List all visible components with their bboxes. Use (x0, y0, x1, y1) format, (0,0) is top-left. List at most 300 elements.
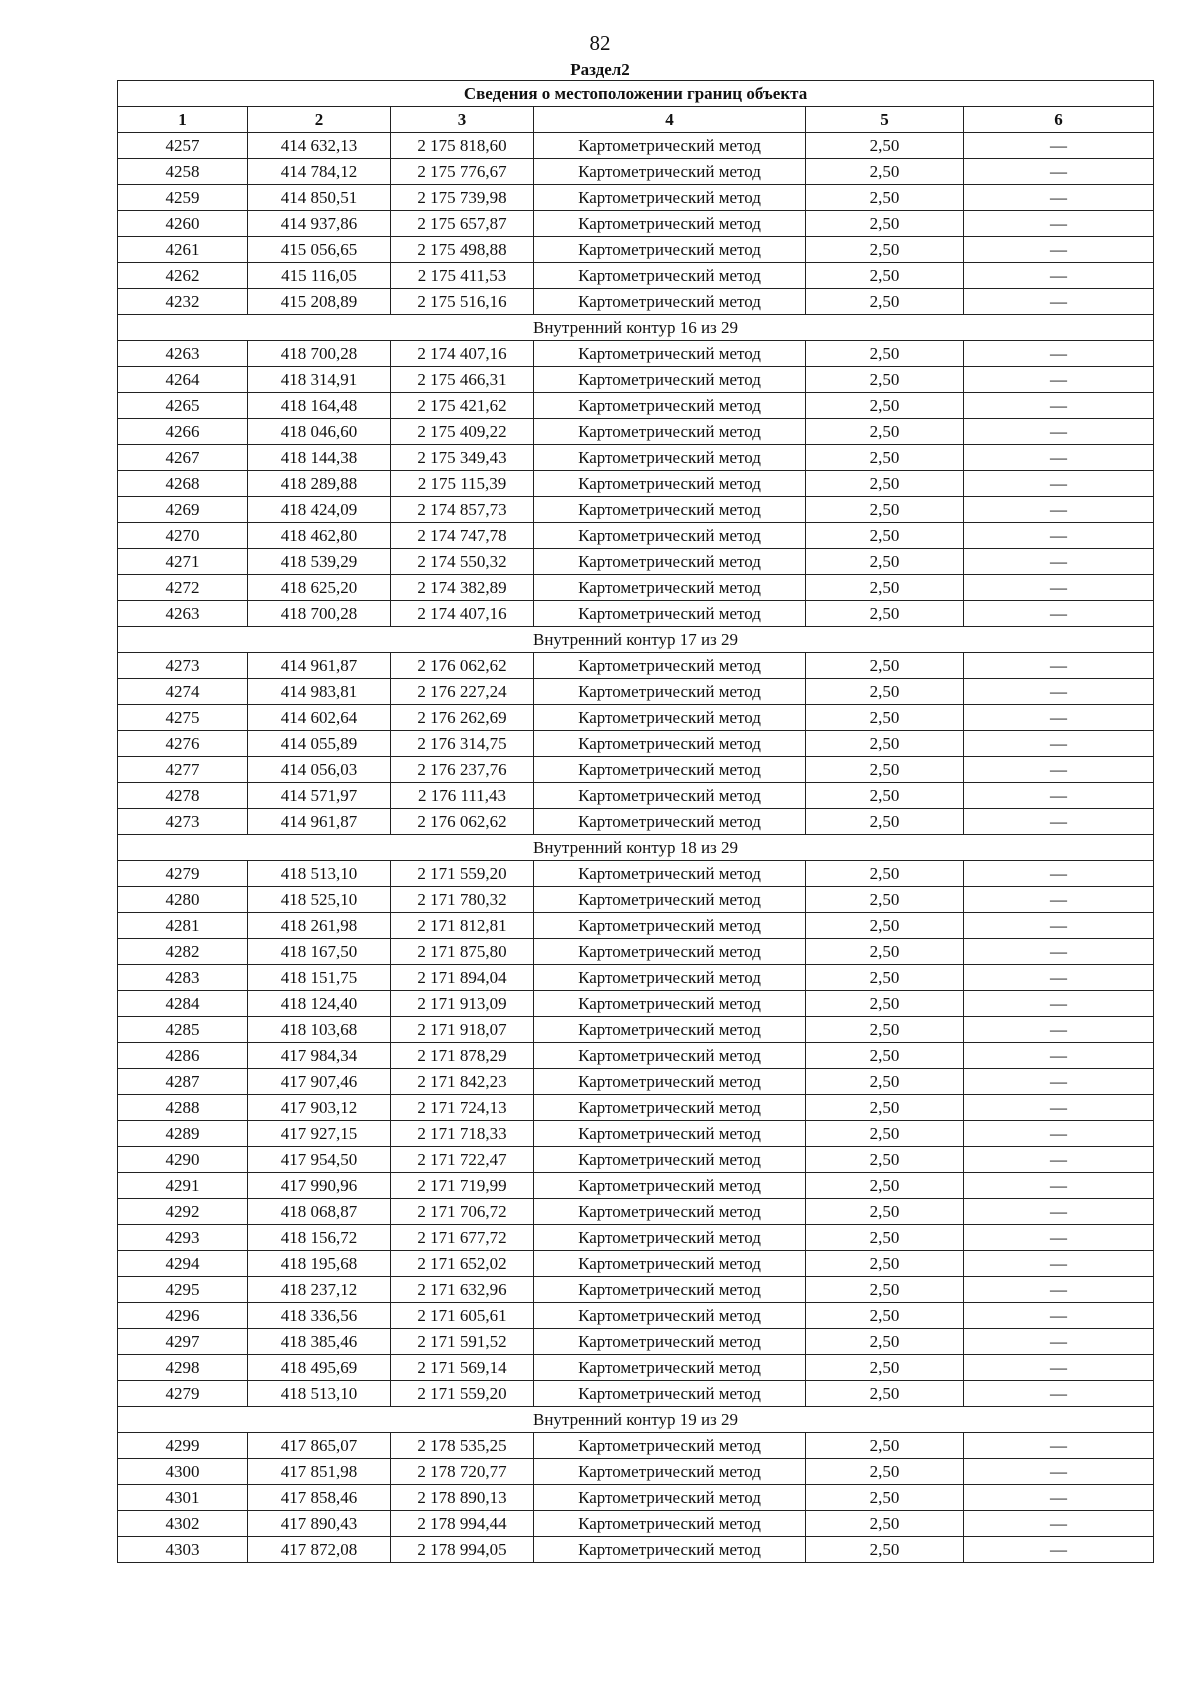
table-cell: Картометрический метод (534, 809, 806, 835)
column-header: 2 (248, 107, 391, 133)
table-cell: 418 144,38 (248, 445, 391, 471)
table-cell: Картометрический метод (534, 497, 806, 523)
table-cell: 2,50 (806, 445, 964, 471)
table-row (118, 1511, 1154, 1537)
table-cell: 418 513,10 (248, 861, 391, 887)
table-cell: 2 171 780,32 (391, 887, 534, 913)
table-cell: 4273 (118, 653, 248, 679)
table-cell: — (964, 705, 1154, 731)
table-cell: — (964, 1043, 1154, 1069)
table-cell: 4298 (118, 1355, 248, 1381)
table-cell: 2 171 722,47 (391, 1147, 534, 1173)
table-cell: — (964, 211, 1154, 237)
table-cell: Картометрический метод (534, 419, 806, 445)
table-cell: 2,50 (806, 289, 964, 315)
table-row (118, 1017, 1154, 1043)
table-row (118, 1095, 1154, 1121)
table-cell: Картометрический метод (534, 1329, 806, 1355)
table-cell: 4289 (118, 1121, 248, 1147)
table-body (118, 133, 1154, 1563)
table-cell: 2,50 (806, 1121, 964, 1147)
table-cell: 2 175 516,16 (391, 289, 534, 315)
table-cell: 2,50 (806, 783, 964, 809)
table-cell: 4273 (118, 809, 248, 835)
table-cell: — (964, 237, 1154, 263)
table-cell: 2 175 466,31 (391, 367, 534, 393)
table-cell: 418 195,68 (248, 1251, 391, 1277)
table-cell: 4278 (118, 783, 248, 809)
table-cell: 418 539,29 (248, 549, 391, 575)
table-cell: 2 178 890,13 (391, 1485, 534, 1511)
table-cell: 2,50 (806, 991, 964, 1017)
table-cell: 418 424,09 (248, 497, 391, 523)
table-cell: 2,50 (806, 1485, 964, 1511)
table-cell: 2 175 421,62 (391, 393, 534, 419)
table-cell: Картометрический метод (534, 263, 806, 289)
table-cell: 414 961,87 (248, 809, 391, 835)
table-cell: 2,50 (806, 1043, 964, 1069)
table-cell: 4270 (118, 523, 248, 549)
table-cell: 2 171 605,61 (391, 1303, 534, 1329)
table-cell: 414 850,51 (248, 185, 391, 211)
table-cell: 418 385,46 (248, 1329, 391, 1355)
table-cell: 4264 (118, 367, 248, 393)
table-cell: 2,50 (806, 549, 964, 575)
table-cell: — (964, 1017, 1154, 1043)
table-cell: 2,50 (806, 1303, 964, 1329)
table-cell: 4280 (118, 887, 248, 913)
table-cell: 2,50 (806, 497, 964, 523)
table-row (118, 1381, 1154, 1407)
table-row (118, 887, 1154, 913)
table-row (118, 497, 1154, 523)
table-cell: 2 171 918,07 (391, 1017, 534, 1043)
table-row (118, 861, 1154, 887)
table-row (118, 1329, 1154, 1355)
contour-header-row (118, 835, 1154, 861)
table-cell: 2 175 818,60 (391, 133, 534, 159)
table-row (118, 913, 1154, 939)
table-row (118, 1199, 1154, 1225)
table-cell: — (964, 185, 1154, 211)
table-cell: 2,50 (806, 809, 964, 835)
table-row (118, 1537, 1154, 1563)
table-row (118, 211, 1154, 237)
table-row (118, 939, 1154, 965)
table-row (118, 341, 1154, 367)
table-cell: 2 171 677,72 (391, 1225, 534, 1251)
table-cell: 2,50 (806, 705, 964, 731)
section-title: Раздел2 (570, 60, 630, 79)
table-cell: 2,50 (806, 341, 964, 367)
table-cell: 417 907,46 (248, 1069, 391, 1095)
table-cell: Картометрический метод (534, 1147, 806, 1173)
table-cell: 4293 (118, 1225, 248, 1251)
table-cell: 2 171 718,33 (391, 1121, 534, 1147)
column-header: 1 (118, 107, 248, 133)
table-cell: 2,50 (806, 1381, 964, 1407)
table-row (118, 1303, 1154, 1329)
table-cell: — (964, 991, 1154, 1017)
table-cell: 4275 (118, 705, 248, 731)
table-cell: 418 513,10 (248, 1381, 391, 1407)
table-row (118, 1433, 1154, 1459)
table-cell: — (964, 1303, 1154, 1329)
table-cell: 418 625,20 (248, 575, 391, 601)
table-row (118, 523, 1154, 549)
table-cell: 2,50 (806, 523, 964, 549)
table-cell: Картометрический метод (534, 1485, 806, 1511)
table-cell: Картометрический метод (534, 1355, 806, 1381)
table-cell: 2 171 913,09 (391, 991, 534, 1017)
table-cell: 418 314,91 (248, 367, 391, 393)
table-cell: — (964, 471, 1154, 497)
table-cell: 415 116,05 (248, 263, 391, 289)
table-cell: 4281 (118, 913, 248, 939)
table-cell: — (964, 419, 1154, 445)
table-cell: 417 858,46 (248, 1485, 391, 1511)
table-cell: — (964, 1329, 1154, 1355)
table-cell: — (964, 341, 1154, 367)
table-cell: 2,50 (806, 367, 964, 393)
column-header-row (118, 107, 1154, 133)
table-cell: 2,50 (806, 1511, 964, 1537)
table-cell: 2 171 812,81 (391, 913, 534, 939)
table-row (118, 783, 1154, 809)
table-cell: Картометрический метод (534, 965, 806, 991)
table-cell: 414 632,13 (248, 133, 391, 159)
table-row (118, 809, 1154, 835)
table-cell: 4261 (118, 237, 248, 263)
table-cell: — (964, 497, 1154, 523)
table-cell: 2 171 591,52 (391, 1329, 534, 1355)
table-cell: 2 174 747,78 (391, 523, 534, 549)
table-row (118, 185, 1154, 211)
table-cell: 418 164,48 (248, 393, 391, 419)
table-row (118, 471, 1154, 497)
table-cell: 418 261,98 (248, 913, 391, 939)
table-cell: 2 175 657,87 (391, 211, 534, 237)
table-cell: 4262 (118, 263, 248, 289)
table-cell: 2,50 (806, 1329, 964, 1355)
table-cell: — (964, 653, 1154, 679)
table-row (118, 1355, 1154, 1381)
table-cell: Картометрический метод (534, 1381, 806, 1407)
table-cell: 4274 (118, 679, 248, 705)
table-row (118, 445, 1154, 471)
table-cell: 417 984,34 (248, 1043, 391, 1069)
table-cell: 2,50 (806, 1017, 964, 1043)
table-cell: 2,50 (806, 1433, 964, 1459)
table-cell: 417 903,12 (248, 1095, 391, 1121)
table-cell: 4277 (118, 757, 248, 783)
table-cell: 2 171 706,72 (391, 1199, 534, 1225)
table-cell: 414 961,87 (248, 653, 391, 679)
table-cell: 418 124,40 (248, 991, 391, 1017)
table-cell: Картометрический метод (534, 1069, 806, 1095)
table-cell: 4282 (118, 939, 248, 965)
table-cell: 2 176 227,24 (391, 679, 534, 705)
table-caption: Сведения о местоположении границ объекта (118, 81, 1154, 107)
table-cell: 2,50 (806, 679, 964, 705)
table-cell: 2 175 409,22 (391, 419, 534, 445)
table-cell: Картометрический метод (534, 1173, 806, 1199)
table-cell: 2,50 (806, 1277, 964, 1303)
table-cell: 414 056,03 (248, 757, 391, 783)
table-row (118, 757, 1154, 783)
table-cell: 2 175 349,43 (391, 445, 534, 471)
table-cell: 2 176 062,62 (391, 809, 534, 835)
table-row (118, 575, 1154, 601)
table-cell: 2 176 062,62 (391, 653, 534, 679)
table-row (118, 1043, 1154, 1069)
table-row (118, 601, 1154, 627)
column-header: 5 (806, 107, 964, 133)
table-cell: 4286 (118, 1043, 248, 1069)
table-cell: 418 046,60 (248, 419, 391, 445)
table-cell: — (964, 809, 1154, 835)
table-cell: 4291 (118, 1173, 248, 1199)
table-cell: 4260 (118, 211, 248, 237)
table-cell: 2 174 407,16 (391, 601, 534, 627)
table-cell: 4257 (118, 133, 248, 159)
table-cell: 4301 (118, 1485, 248, 1511)
table-cell: 4279 (118, 861, 248, 887)
table-cell: — (964, 1069, 1154, 1095)
table-cell: 4259 (118, 185, 248, 211)
table-cell: Картометрический метод (534, 367, 806, 393)
table-cell: 417 954,50 (248, 1147, 391, 1173)
table-cell: 418 167,50 (248, 939, 391, 965)
table-row (118, 549, 1154, 575)
table-row (118, 965, 1154, 991)
table-cell: — (964, 1121, 1154, 1147)
table-cell: 2,50 (806, 1147, 964, 1173)
table-row (118, 367, 1154, 393)
table-cell: — (964, 1095, 1154, 1121)
contour-label: Внутренний контур 18 из 29 (118, 835, 1154, 861)
table-cell: 2 175 776,67 (391, 159, 534, 185)
table-cell: 4271 (118, 549, 248, 575)
table-cell: — (964, 1199, 1154, 1225)
page-number: 82 (589, 31, 611, 55)
table-cell: Картометрический метод (534, 705, 806, 731)
table-cell: 4302 (118, 1511, 248, 1537)
table-cell: 2,50 (806, 861, 964, 887)
column-header: 4 (534, 107, 806, 133)
table-cell: 2 174 550,32 (391, 549, 534, 575)
table-cell: 2,50 (806, 939, 964, 965)
table-cell: — (964, 1147, 1154, 1173)
table-cell: 2 178 720,77 (391, 1459, 534, 1485)
table-cell: 418 103,68 (248, 1017, 391, 1043)
table-row (118, 1121, 1154, 1147)
table-cell: 2 171 894,04 (391, 965, 534, 991)
table-cell: Картометрический метод (534, 861, 806, 887)
table-cell: Картометрический метод (534, 549, 806, 575)
table-cell: Картометрический метод (534, 731, 806, 757)
table-cell: Картометрический метод (534, 1537, 806, 1563)
table-cell: Картометрический метод (534, 783, 806, 809)
table-cell: 2 174 857,73 (391, 497, 534, 523)
table-cell: 4268 (118, 471, 248, 497)
table-cell: — (964, 1355, 1154, 1381)
table-cell: — (964, 1277, 1154, 1303)
table-cell: — (964, 1381, 1154, 1407)
table-cell: Картометрический метод (534, 133, 806, 159)
table-cell: 4297 (118, 1329, 248, 1355)
table-cell: Картометрический метод (534, 471, 806, 497)
table-cell: 2 171 719,99 (391, 1173, 534, 1199)
table-cell: Картометрический метод (534, 1225, 806, 1251)
table-row (118, 393, 1154, 419)
table-cell: 4276 (118, 731, 248, 757)
table-cell: — (964, 783, 1154, 809)
table-cell: — (964, 913, 1154, 939)
table-cell: 418 495,69 (248, 1355, 391, 1381)
table-cell: 4272 (118, 575, 248, 601)
contour-label: Внутренний контур 19 из 29 (118, 1407, 1154, 1433)
table-cell: Картометрический метод (534, 1511, 806, 1537)
table-cell: — (964, 1225, 1154, 1251)
table-row (118, 263, 1154, 289)
table-cell: Картометрический метод (534, 1095, 806, 1121)
table-cell: 2 174 382,89 (391, 575, 534, 601)
column-header: 6 (964, 107, 1154, 133)
table-row (118, 1459, 1154, 1485)
table-cell: Картометрический метод (534, 185, 806, 211)
table-cell: 2 171 878,29 (391, 1043, 534, 1069)
table-cell: 4294 (118, 1251, 248, 1277)
table-row (118, 705, 1154, 731)
table-cell: 2,50 (806, 1251, 964, 1277)
table-cell: 417 990,96 (248, 1173, 391, 1199)
table-cell: Картометрический метод (534, 887, 806, 913)
table-cell: 4265 (118, 393, 248, 419)
table-cell: — (964, 1485, 1154, 1511)
table-cell: 4295 (118, 1277, 248, 1303)
table-row (118, 679, 1154, 705)
table-cell: 4266 (118, 419, 248, 445)
table-cell: 4300 (118, 1459, 248, 1485)
table-cell: Картометрический метод (534, 1199, 806, 1225)
table-cell: — (964, 1433, 1154, 1459)
table-row (118, 1485, 1154, 1511)
table-cell: 2,50 (806, 653, 964, 679)
table-cell: 2 171 559,20 (391, 861, 534, 887)
table-cell: 417 865,07 (248, 1433, 391, 1459)
table-cell: 2,50 (806, 965, 964, 991)
table-cell: — (964, 159, 1154, 185)
table-cell: — (964, 523, 1154, 549)
table-cell: — (964, 679, 1154, 705)
table-cell: 418 156,72 (248, 1225, 391, 1251)
table-cell: — (964, 289, 1154, 315)
table-cell: 4263 (118, 601, 248, 627)
table-row (118, 289, 1154, 315)
table-cell: Картометрический метод (534, 289, 806, 315)
table-row (118, 991, 1154, 1017)
table-cell: 418 462,80 (248, 523, 391, 549)
table-row (118, 1225, 1154, 1251)
table-cell: 414 055,89 (248, 731, 391, 757)
table-cell: 2 176 237,76 (391, 757, 534, 783)
table-cell: Картометрический метод (534, 1303, 806, 1329)
table-cell: Картометрический метод (534, 1017, 806, 1043)
table-cell: — (964, 1537, 1154, 1563)
table-row (118, 731, 1154, 757)
table-cell: 2,50 (806, 471, 964, 497)
table-cell: 2 175 411,53 (391, 263, 534, 289)
table-cell: 2,50 (806, 1173, 964, 1199)
table-cell: 2,50 (806, 263, 964, 289)
table-cell: — (964, 1459, 1154, 1485)
table-cell: Картометрический метод (534, 601, 806, 627)
table-cell: 414 571,97 (248, 783, 391, 809)
contour-label: Внутренний контур 17 из 29 (118, 627, 1154, 653)
table-row (118, 237, 1154, 263)
table-cell: Картометрический метод (534, 653, 806, 679)
table-row (118, 1173, 1154, 1199)
table-row (118, 1147, 1154, 1173)
table-row (118, 133, 1154, 159)
table-cell: Картометрический метод (534, 575, 806, 601)
table-cell: 4258 (118, 159, 248, 185)
table-cell: 2,50 (806, 887, 964, 913)
column-header: 3 (391, 107, 534, 133)
table-cell: 2,50 (806, 185, 964, 211)
table-cell: — (964, 393, 1154, 419)
table-cell: Картометрический метод (534, 757, 806, 783)
table-cell: 2 176 111,43 (391, 783, 534, 809)
table-cell: 2,50 (806, 1095, 964, 1121)
table-cell: 418 700,28 (248, 601, 391, 627)
table-cell: 4263 (118, 341, 248, 367)
table-cell: — (964, 263, 1154, 289)
table-cell: 2 171 842,23 (391, 1069, 534, 1095)
table-cell: Картометрический метод (534, 1277, 806, 1303)
table-cell: — (964, 445, 1154, 471)
table-cell: 4296 (118, 1303, 248, 1329)
table-cell: 4279 (118, 1381, 248, 1407)
table-cell: Картометрический метод (534, 913, 806, 939)
table-cell: Картометрический метод (534, 393, 806, 419)
table-cell: 414 983,81 (248, 679, 391, 705)
table-cell: 2,50 (806, 757, 964, 783)
table-cell: 2,50 (806, 1537, 964, 1563)
table-cell: 2,50 (806, 601, 964, 627)
table-cell: Картометрический метод (534, 1459, 806, 1485)
table-cell: 2,50 (806, 419, 964, 445)
table-cell: 418 237,12 (248, 1277, 391, 1303)
table-cell: 418 068,87 (248, 1199, 391, 1225)
table-cell: 2 171 724,13 (391, 1095, 534, 1121)
table-cell: Картометрический метод (534, 159, 806, 185)
table-row (118, 159, 1154, 185)
table-cell: 2,50 (806, 731, 964, 757)
table-cell: 2,50 (806, 393, 964, 419)
contour-header-row (118, 1407, 1154, 1433)
table-cell: 2 176 262,69 (391, 705, 534, 731)
table-cell: Картометрический метод (534, 445, 806, 471)
table-cell: 4288 (118, 1095, 248, 1121)
table-cell: 2,50 (806, 159, 964, 185)
table-cell: 4267 (118, 445, 248, 471)
table-cell: — (964, 549, 1154, 575)
table-cell: 417 927,15 (248, 1121, 391, 1147)
table-cell: 4284 (118, 991, 248, 1017)
table-cell: — (964, 887, 1154, 913)
